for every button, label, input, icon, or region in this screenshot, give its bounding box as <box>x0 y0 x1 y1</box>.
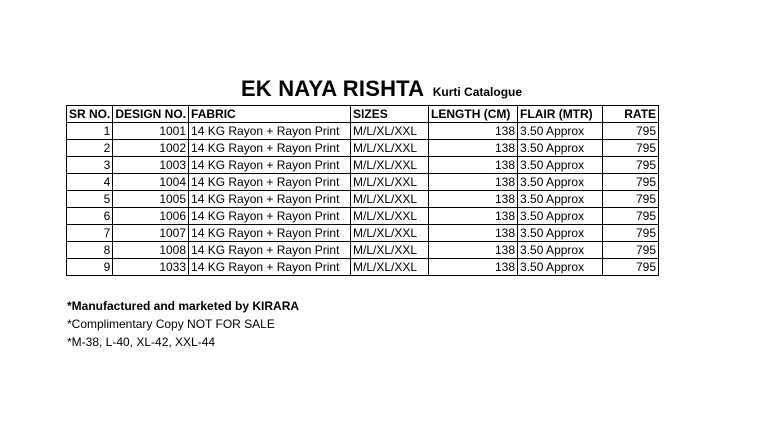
cell-flair: 3.50 Approx <box>518 174 603 191</box>
cell-sizes: M/L/XL/XXL <box>351 225 429 242</box>
table-row <box>67 242 659 259</box>
size-chart-note: *M-38, L-40, XL-42, XXL-44 <box>67 335 216 349</box>
cell-design-no: 1001 <box>113 123 189 140</box>
cell-design-no: 1008 <box>113 242 189 259</box>
header-flair: FLAIR (MTR) <box>518 106 603 123</box>
cell-rate: 795 <box>603 174 659 191</box>
cell-sr-no: 5 <box>67 191 113 208</box>
cell-fabric: 14 KG Rayon + Rayon Print <box>189 208 351 225</box>
cell-length: 138 <box>429 208 518 225</box>
table-row <box>67 123 659 140</box>
cell-length: 138 <box>429 191 518 208</box>
cell-length: 138 <box>429 123 518 140</box>
catalogue-subtitle: Kurti Catalogue <box>432 85 523 99</box>
cell-design-no: 1006 <box>113 208 189 225</box>
cell-flair: 3.50 Approx <box>518 208 603 225</box>
header-fabric: FABRIC <box>189 106 351 123</box>
price-table <box>66 105 659 276</box>
cell-sizes: M/L/XL/XXL <box>351 259 429 276</box>
cell-sizes: M/L/XL/XXL <box>351 157 429 174</box>
cell-design-no: 1007 <box>113 225 189 242</box>
cell-sizes: M/L/XL/XXL <box>351 140 429 157</box>
cell-flair: 3.50 Approx <box>518 191 603 208</box>
table-body <box>67 123 659 276</box>
cell-rate: 795 <box>603 157 659 174</box>
cell-sr-no: 1 <box>67 123 113 140</box>
cell-flair: 3.50 Approx <box>518 140 603 157</box>
cell-fabric: 14 KG Rayon + Rayon Print <box>189 123 351 140</box>
cell-sizes: M/L/XL/XXL <box>351 208 429 225</box>
cell-fabric: 14 KG Rayon + Rayon Print <box>189 225 351 242</box>
table-row <box>67 208 659 225</box>
cell-length: 138 <box>429 242 518 259</box>
cell-length: 138 <box>429 140 518 157</box>
table-row <box>67 174 659 191</box>
cell-sr-no: 7 <box>67 225 113 242</box>
complimentary-note: *Complimentary Copy NOT FOR SALE <box>67 317 275 331</box>
cell-flair: 3.50 Approx <box>518 123 603 140</box>
cell-rate: 795 <box>603 242 659 259</box>
cell-fabric: 14 KG Rayon + Rayon Print <box>189 191 351 208</box>
cell-rate: 795 <box>603 208 659 225</box>
cell-sr-no: 6 <box>67 208 113 225</box>
cell-rate: 795 <box>603 259 659 276</box>
cell-length: 138 <box>429 157 518 174</box>
cell-rate: 795 <box>603 123 659 140</box>
cell-design-no: 1005 <box>113 191 189 208</box>
notes <box>67 297 299 351</box>
cell-design-no: 1004 <box>113 174 189 191</box>
cell-sr-no: 4 <box>67 174 113 191</box>
table-row <box>67 157 659 174</box>
cell-length: 138 <box>429 174 518 191</box>
cell-fabric: 14 KG Rayon + Rayon Print <box>189 259 351 276</box>
table-header-row <box>67 106 659 123</box>
table-row <box>67 140 659 157</box>
header-rate: RATE <box>603 106 659 123</box>
cell-sizes: M/L/XL/XXL <box>351 191 429 208</box>
header-length: LENGTH (CM) <box>429 106 518 123</box>
header-design-no: DESIGN NO. <box>113 106 189 123</box>
header-sr-no: SR NO. <box>67 106 113 123</box>
cell-design-no: 1002 <box>113 140 189 157</box>
cell-length: 138 <box>429 225 518 242</box>
cell-fabric: 14 KG Rayon + Rayon Print <box>189 157 351 174</box>
cell-length: 138 <box>429 259 518 276</box>
cell-sr-no: 8 <box>67 242 113 259</box>
table-row <box>67 191 659 208</box>
cell-fabric: 14 KG Rayon + Rayon Print <box>189 174 351 191</box>
cell-rate: 795 <box>603 225 659 242</box>
cell-flair: 3.50 Approx <box>518 259 603 276</box>
cell-sizes: M/L/XL/XXL <box>351 242 429 259</box>
cell-sr-no: 2 <box>67 140 113 157</box>
cell-fabric: 14 KG Rayon + Rayon Print <box>189 242 351 259</box>
cell-sr-no: 9 <box>67 259 113 276</box>
table-row <box>67 259 659 276</box>
manufacturer-note: *Manufactured and marketed by KIRARA <box>67 299 300 313</box>
cell-rate: 795 <box>603 140 659 157</box>
cell-rate: 795 <box>603 191 659 208</box>
cell-design-no: 1003 <box>113 157 189 174</box>
cell-flair: 3.50 Approx <box>518 157 603 174</box>
table-row <box>67 225 659 242</box>
header-sizes: SIZES <box>351 106 429 123</box>
cell-flair: 3.50 Approx <box>518 242 603 259</box>
cell-flair: 3.50 Approx <box>518 225 603 242</box>
cell-sizes: M/L/XL/XXL <box>351 123 429 140</box>
cell-sizes: M/L/XL/XXL <box>351 174 429 191</box>
catalogue-name: EK NAYA RISHTA <box>240 76 425 101</box>
cell-design-no: 1033 <box>113 259 189 276</box>
cell-fabric: 14 KG Rayon + Rayon Print <box>189 140 351 157</box>
cell-sr-no: 3 <box>67 157 113 174</box>
catalogue-title <box>0 76 763 102</box>
